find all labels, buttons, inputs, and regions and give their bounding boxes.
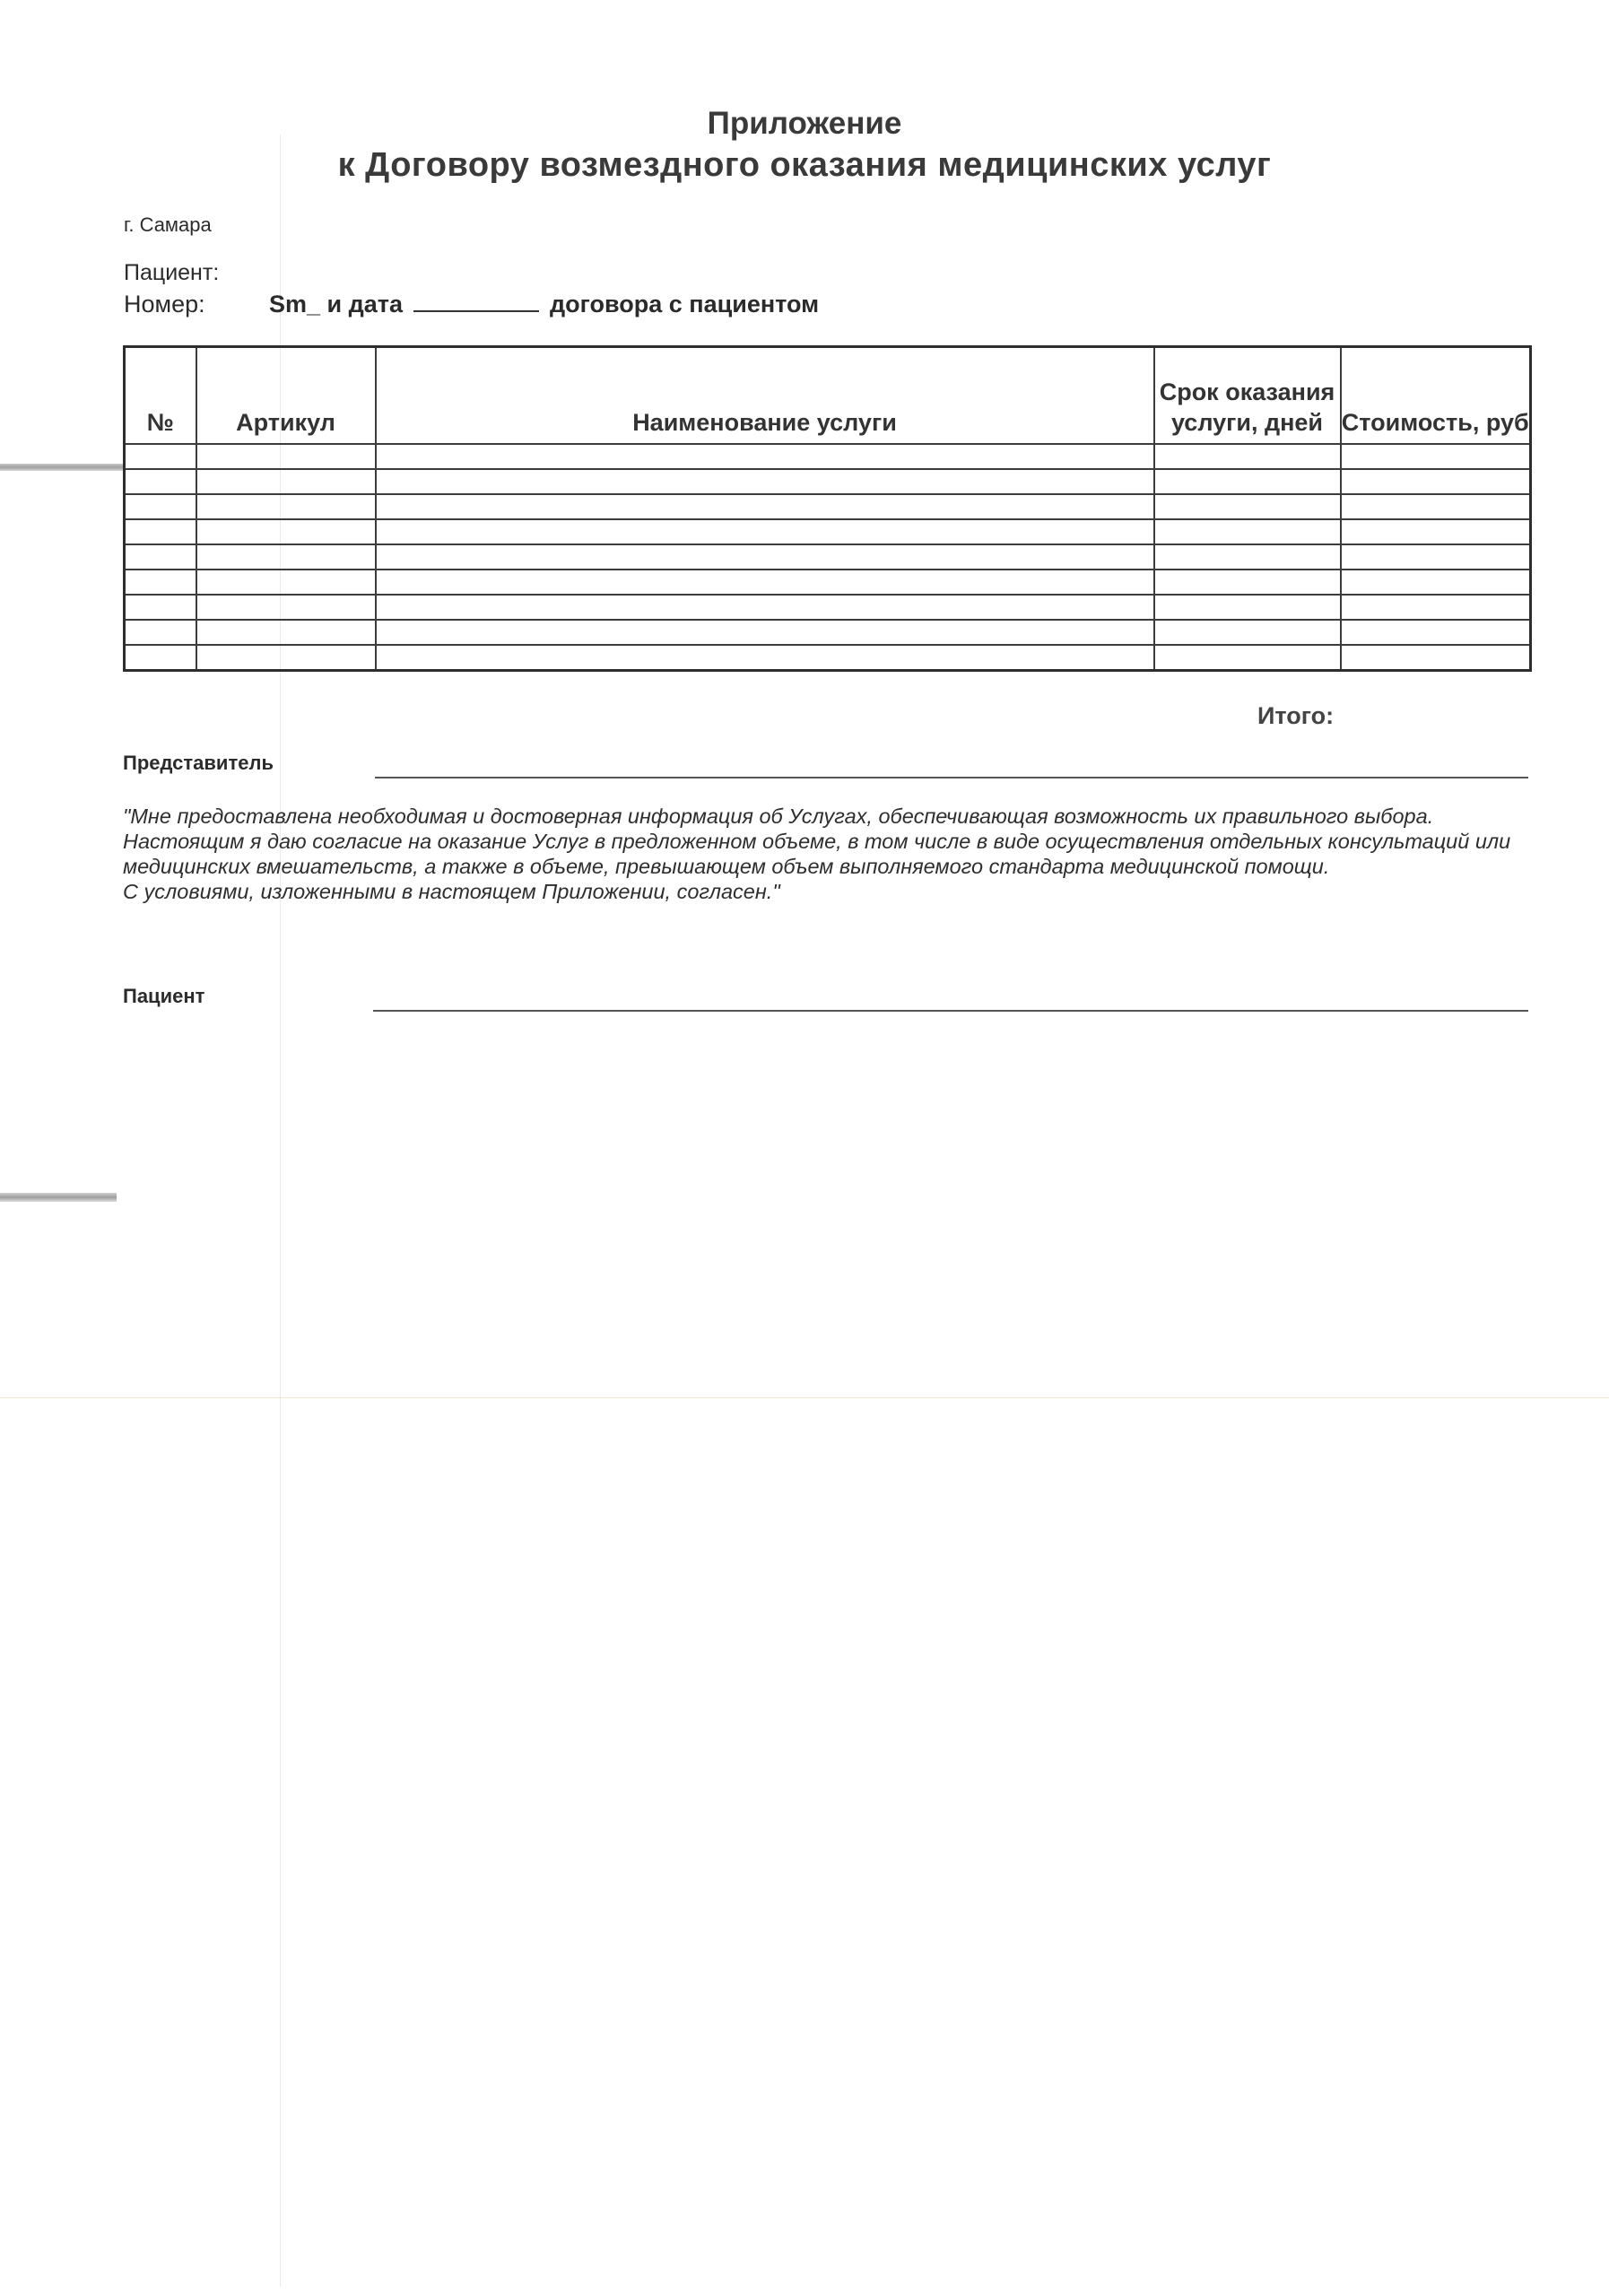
representative-signature-line[interactable] xyxy=(375,777,1528,778)
table-cell[interactable] xyxy=(1341,645,1531,671)
table-row xyxy=(125,620,1531,645)
table-cell[interactable] xyxy=(376,544,1154,570)
number-label: Номер: xyxy=(124,291,205,317)
services-table xyxy=(123,345,1532,672)
table-cell[interactable] xyxy=(1341,544,1531,570)
document-title: Приложение xyxy=(707,106,902,141)
table-cell[interactable] xyxy=(1154,444,1341,469)
table-cell[interactable] xyxy=(125,519,196,544)
table-row xyxy=(125,519,1531,544)
table-cell[interactable] xyxy=(1341,444,1531,469)
date-blank-field[interactable] xyxy=(413,289,539,312)
table-cell[interactable] xyxy=(1154,620,1341,645)
consent-paragraph: Настоящим я даю согласие на оказание Услуг в предложенном объеме, в том числе в виде осуществления отдельных консультаций или медицинских вмешательств, а также в объеме, превышающем объем выполняемого стандарта медицинской помощи. xyxy=(123,830,1511,878)
table-row xyxy=(125,570,1531,595)
table-cell[interactable] xyxy=(1341,494,1531,519)
table-cell[interactable] xyxy=(1154,570,1341,595)
table-cell[interactable] xyxy=(376,469,1154,494)
table-cell[interactable] xyxy=(125,595,196,620)
table-cell[interactable] xyxy=(1341,620,1531,645)
contract-number-row xyxy=(124,289,819,318)
table-header-row xyxy=(125,347,1531,445)
city-label: г. Самара xyxy=(124,213,212,236)
table-cell[interactable] xyxy=(376,570,1154,595)
table-cell[interactable] xyxy=(376,595,1154,620)
table-cell[interactable] xyxy=(1341,519,1531,544)
table-cell[interactable] xyxy=(1154,595,1341,620)
table-row xyxy=(125,469,1531,494)
table-row xyxy=(125,645,1531,671)
patient-signature-label: Пациент xyxy=(123,985,205,1007)
table-cell[interactable] xyxy=(1154,469,1341,494)
consent-paragraph: "Мне предоставлена необходимая и достоверная информация об Услугах, обеспечивающая возможность их правильного выбора. xyxy=(123,804,1434,828)
table-cell[interactable] xyxy=(1154,519,1341,544)
contract-suffix: договора с пациентом xyxy=(550,291,820,317)
table-cell[interactable] xyxy=(125,570,196,595)
table-cell[interactable] xyxy=(196,469,376,494)
col-header-article: Артикул xyxy=(196,347,376,445)
table-cell[interactable] xyxy=(125,620,196,645)
table-cell[interactable] xyxy=(1154,494,1341,519)
table-cell[interactable] xyxy=(376,645,1154,671)
table-cell[interactable] xyxy=(196,444,376,469)
table-cell[interactable] xyxy=(376,444,1154,469)
table-cell[interactable] xyxy=(196,494,376,519)
table-cell[interactable] xyxy=(1154,544,1341,570)
table-cell[interactable] xyxy=(196,519,376,544)
patient-label: Пациент: xyxy=(124,260,220,285)
consent-text xyxy=(123,804,1531,904)
table-cell[interactable] xyxy=(376,494,1154,519)
contract-code: Sm_ и дата xyxy=(269,291,404,317)
table-cell[interactable] xyxy=(376,620,1154,645)
scan-artifact-fold xyxy=(0,1397,1609,1398)
table-cell[interactable] xyxy=(125,645,196,671)
document-subtitle: к Договору возмездного оказания медицинских услуг xyxy=(337,146,1272,184)
scan-artifact-left-1 xyxy=(0,464,126,471)
table-cell[interactable] xyxy=(1341,469,1531,494)
table-body xyxy=(125,444,1531,671)
total-label: Итого: xyxy=(1257,702,1335,729)
table-row xyxy=(125,595,1531,620)
table-row xyxy=(125,544,1531,570)
table-cell[interactable] xyxy=(125,469,196,494)
table-cell[interactable] xyxy=(125,444,196,469)
table-cell[interactable] xyxy=(1154,645,1341,671)
table-row xyxy=(125,444,1531,469)
table-cell[interactable] xyxy=(196,645,376,671)
scan-artifact-left-2 xyxy=(0,1193,117,1202)
table-cell[interactable] xyxy=(1341,595,1531,620)
table-cell[interactable] xyxy=(125,544,196,570)
col-header-number: № xyxy=(125,347,196,445)
table-cell[interactable] xyxy=(196,570,376,595)
table-cell[interactable] xyxy=(196,620,376,645)
table-cell[interactable] xyxy=(196,595,376,620)
table-cell[interactable] xyxy=(1341,570,1531,595)
table-cell[interactable] xyxy=(376,519,1154,544)
table-cell[interactable] xyxy=(125,494,196,519)
col-header-service-name: Наименование услуги xyxy=(376,347,1154,445)
consent-paragraph: С условиями, изложенными в настоящем Приложении, согласен." xyxy=(123,880,780,903)
representative-label: Представитель xyxy=(123,752,274,774)
table-row xyxy=(125,494,1531,519)
table-cell[interactable] xyxy=(196,544,376,570)
col-header-term: Срок оказания услуги, дней xyxy=(1154,347,1341,445)
col-header-cost: Стоимость, руб xyxy=(1341,347,1531,445)
patient-signature-line[interactable] xyxy=(373,1010,1528,1012)
